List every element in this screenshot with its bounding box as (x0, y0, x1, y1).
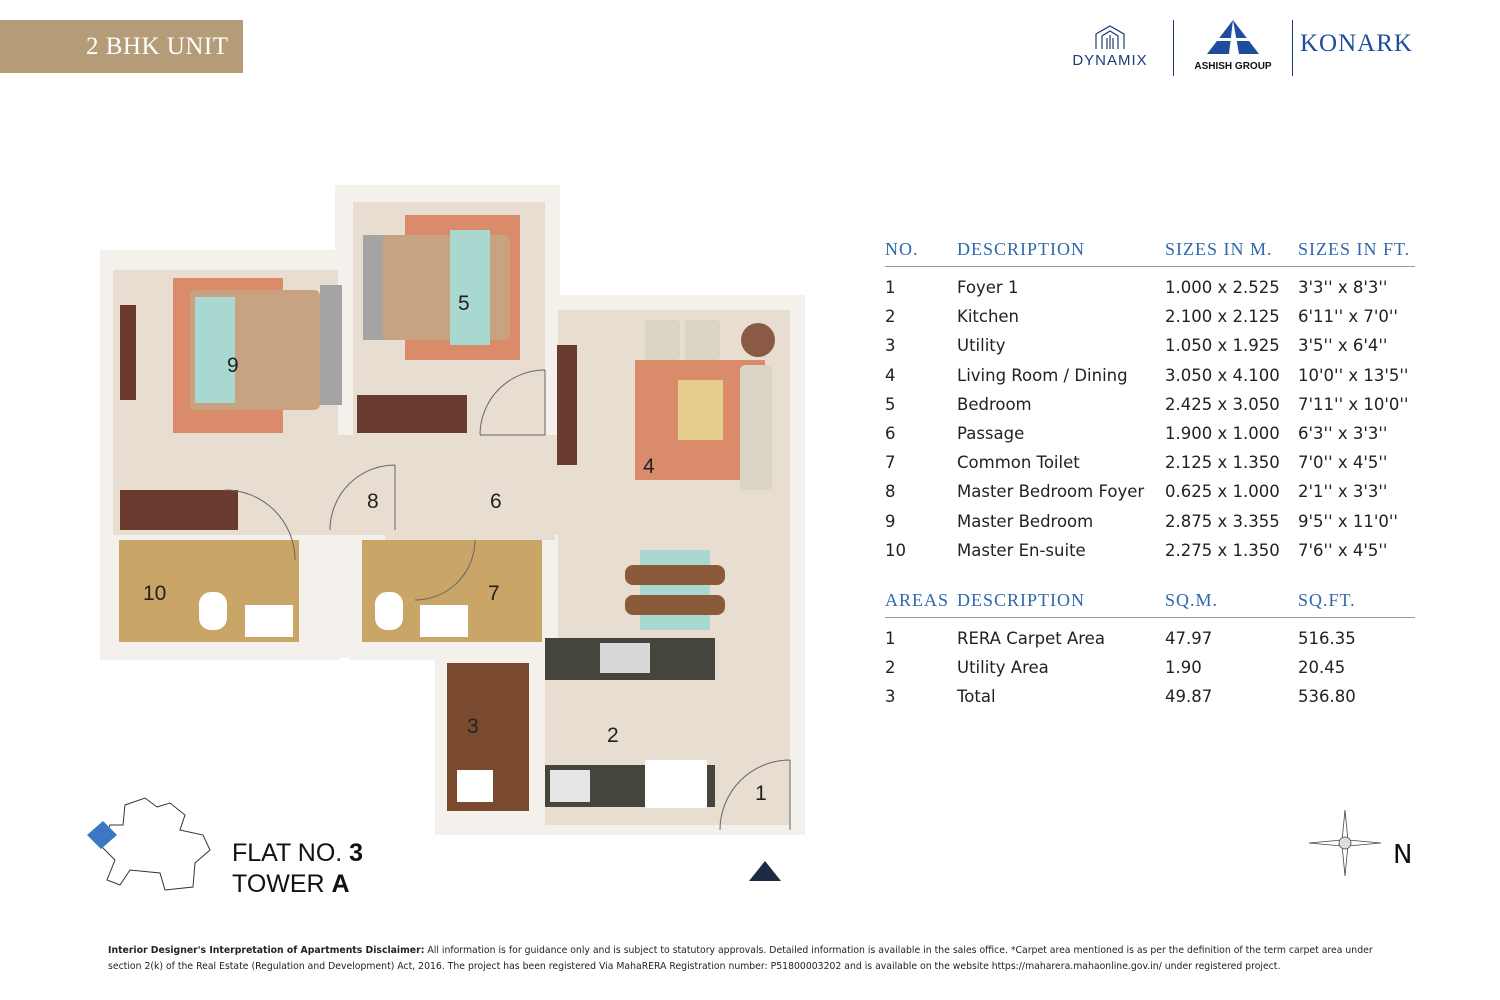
table-cell-no: 3 (885, 687, 896, 707)
dynamix-wordmark: DYNAMIX (1072, 52, 1148, 69)
table-cell-desc: Passage (957, 424, 1025, 444)
north-label: N (1393, 840, 1413, 870)
table-cell-m: 1.000 x 2.525 (1165, 278, 1280, 298)
key-plan (85, 795, 215, 895)
header-sizes-m: SIZES IN M. (1165, 239, 1273, 259)
table-cell-no: 3 (885, 336, 896, 356)
floor-plan (95, 180, 810, 835)
table-row (885, 682, 1415, 711)
room-number-5: 5 (458, 292, 470, 315)
table-cell-ft: 9'5'' x 11'0'' (1298, 511, 1398, 531)
room-number-7: 7 (488, 582, 500, 605)
tower-value: A (331, 870, 350, 898)
dynamix-building-icon (1093, 24, 1127, 50)
table-cell-m: 2.275 x 1.350 (1165, 540, 1280, 560)
table-row (885, 624, 1415, 653)
table-row (885, 653, 1415, 682)
table-cell-sqft: 516.35 (1298, 628, 1356, 648)
table-row (885, 361, 1415, 390)
header-areas: AREAS (885, 589, 950, 610)
table-cell-desc: Living Room / Dining (957, 365, 1128, 385)
ashish-wordmark: ASHISH GROUP (1194, 61, 1272, 72)
logo-divider (1292, 20, 1293, 76)
table-cell-no: 2 (885, 307, 896, 327)
table-cell-no: 2 (885, 658, 896, 678)
room-number-4: 4 (643, 455, 655, 478)
table-cell-ft: 7'11'' x 10'0'' (1298, 394, 1409, 414)
room-number-8: 8 (367, 490, 379, 513)
table-cell-desc: Total (957, 687, 996, 707)
room-number-6: 6 (490, 490, 502, 513)
flat-number-value: 3 (349, 839, 364, 867)
table-cell-desc: Bedroom (957, 394, 1032, 414)
table-row (885, 390, 1415, 419)
header-no: NO. (885, 239, 919, 259)
table-cell-m: 2.875 x 3.355 (1165, 511, 1280, 531)
table-cell-m: 0.625 x 1.000 (1165, 482, 1280, 502)
room-number-9: 9 (227, 354, 239, 377)
table-cell-desc: Master Bedroom Foyer (957, 482, 1145, 502)
table-cell-desc: Utility Area (957, 658, 1049, 678)
header-sizes-ft: SIZES IN FT. (1298, 239, 1411, 259)
table-cell-desc: Kitchen (957, 307, 1020, 327)
ashish-group-logo (1188, 18, 1278, 72)
table-cell-desc: RERA Carpet Area (957, 628, 1105, 648)
unit-type-badge (0, 20, 243, 73)
ashish-triangle-icon (1203, 18, 1263, 56)
room-sizes-table (885, 232, 1415, 711)
table-row (885, 536, 1415, 565)
legal-disclaimer (108, 943, 1398, 975)
areas-table-body (885, 618, 1415, 712)
konark-logo: KONARK (1300, 30, 1413, 57)
logo-divider (1173, 20, 1174, 76)
table-cell-ft: 3'5'' x 6'4'' (1298, 336, 1388, 356)
disclaimer-text: All information is for guidance only and is subject to statutory approvals. Detailed information is available in the sales office. *Carpet area mentioned is as per the definition of the term carpet area under section 2(k) of the Real Estate (Regulation and Development) Act, 2016. The project has been registered Via MahaRERA Registration number: P51800003202 and is available on the website https://maharera.mahaonline.gov.in/ under registered project. (108, 945, 1373, 972)
table-row (885, 419, 1415, 448)
table-cell-ft: 7'0'' x 4'5'' (1298, 453, 1388, 473)
table-cell-sqft: 20.45 (1298, 658, 1346, 678)
compass-rose-icon (1305, 808, 1385, 878)
areas-table (885, 583, 1415, 712)
header-description: DESCRIPTION (957, 239, 1086, 259)
table-cell-ft: 7'6'' x 4'5'' (1298, 540, 1388, 560)
table-row (885, 477, 1415, 506)
flat-tower-info (232, 838, 363, 900)
table-cell-sqm: 1.90 (1165, 658, 1202, 678)
table-cell-m: 1.900 x 1.000 (1165, 424, 1280, 444)
table-cell-m: 2.425 x 3.050 (1165, 394, 1280, 414)
table-cell-no: 5 (885, 394, 896, 414)
header-sqft: SQ.FT. (1298, 589, 1356, 610)
table-cell-ft: 10'0'' x 13'5'' (1298, 365, 1409, 385)
table-cell-desc: Master Bedroom (957, 511, 1094, 531)
header-description: DESCRIPTION (957, 589, 1086, 610)
table-cell-ft: 3'3'' x 8'3'' (1298, 278, 1388, 298)
flat-number-label: FLAT NO. (232, 839, 343, 867)
table-cell-m: 2.100 x 2.125 (1165, 307, 1280, 327)
table-cell-no: 1 (885, 278, 896, 298)
dynamix-logo (1060, 18, 1160, 69)
table-cell-ft: 6'3'' x 3'3'' (1298, 424, 1388, 444)
table-cell-desc: Master En-suite (957, 540, 1086, 560)
entrance-arrow-icon (748, 860, 782, 882)
table-row (885, 273, 1415, 302)
tower-name (232, 869, 363, 900)
unit-type-label: 2 BHK UNIT (86, 32, 229, 60)
table-cell-no: 6 (885, 424, 896, 444)
header-sqm: SQ.M. (1165, 589, 1219, 610)
sizes-table-body (885, 267, 1415, 565)
brand-logos (1060, 18, 1430, 78)
table-cell-desc: Foyer 1 (957, 278, 1019, 298)
table-row (885, 331, 1415, 360)
table-cell-sqm: 49.87 (1165, 687, 1213, 707)
table-cell-m: 2.125 x 1.350 (1165, 453, 1280, 473)
table-cell-no: 9 (885, 511, 896, 531)
room-number-10: 10 (143, 582, 167, 605)
table-cell-m: 1.050 x 1.925 (1165, 336, 1280, 356)
table-cell-no: 4 (885, 365, 896, 385)
table-cell-no: 10 (885, 540, 906, 560)
sizes-table-header (885, 232, 1415, 267)
table-cell-sqm: 47.97 (1165, 628, 1213, 648)
table-cell-sqft: 536.80 (1298, 687, 1356, 707)
flat-number (232, 838, 363, 869)
table-cell-ft: 2'1'' x 3'3'' (1298, 482, 1388, 502)
table-cell-m: 3.050 x 4.100 (1165, 365, 1280, 385)
table-cell-desc: Utility (957, 336, 1006, 356)
table-row (885, 302, 1415, 331)
table-row (885, 448, 1415, 477)
table-cell-desc: Common Toilet (957, 453, 1080, 473)
table-cell-no: 8 (885, 482, 896, 502)
table-row (885, 507, 1415, 536)
table-cell-no: 7 (885, 453, 896, 473)
disclaimer-lead: Interior Designer's Interpretation of Apartments Disclaimer: (108, 945, 425, 956)
room-number-1: 1 (755, 782, 767, 805)
tower-label: TOWER (232, 870, 325, 898)
areas-table-header (885, 583, 1415, 618)
room-number-3: 3 (467, 715, 479, 738)
room-number-2: 2 (607, 724, 619, 747)
table-cell-ft: 6'11'' x 7'0'' (1298, 307, 1398, 327)
table-cell-no: 1 (885, 628, 896, 648)
